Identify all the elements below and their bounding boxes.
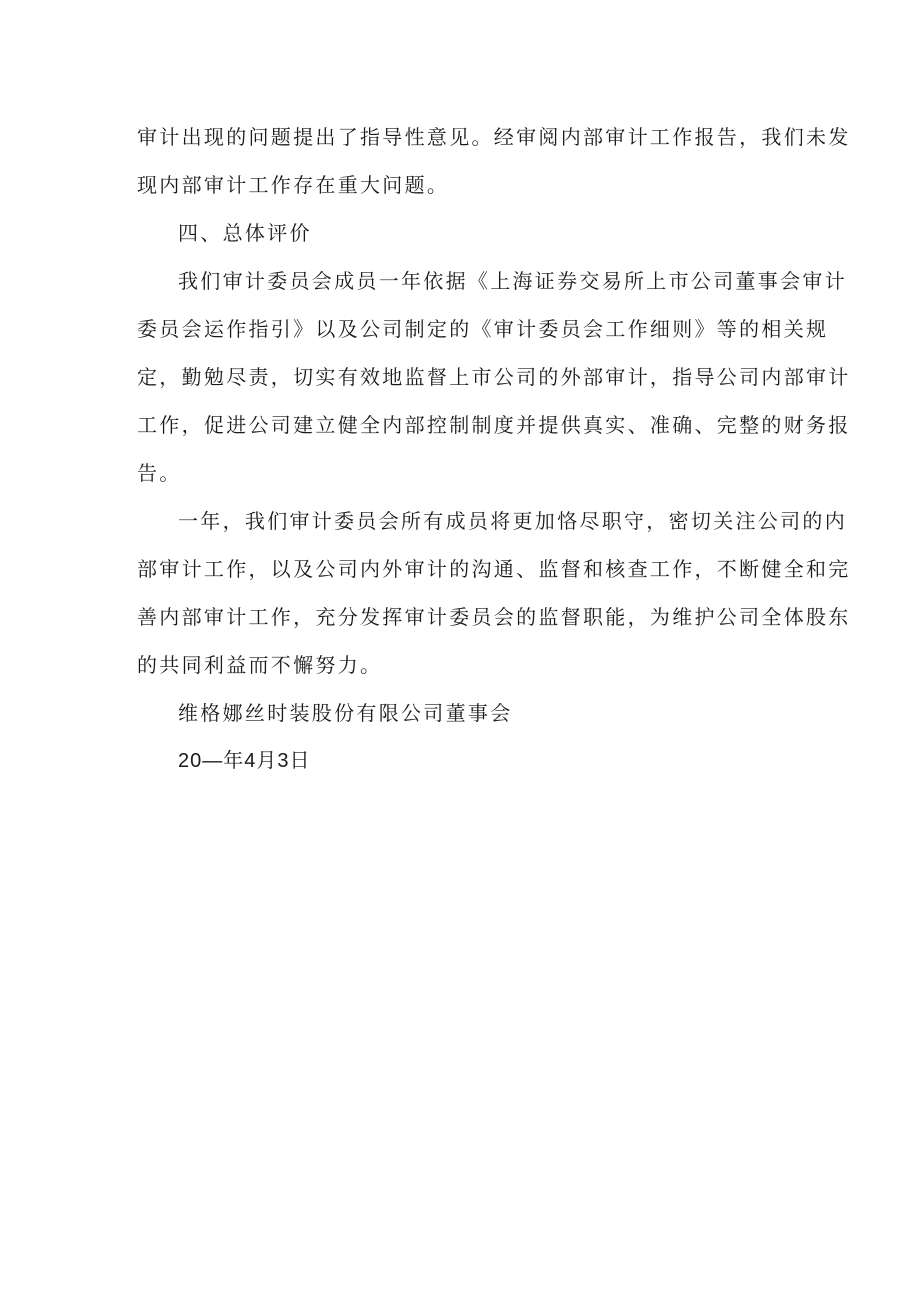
section-heading: 四、总体评价 [178,221,312,245]
paragraph-line: 一年，我们审计委员会所有成员将更加恪尽职守，密切关注公司的内 [178,509,847,533]
paragraph-line: 告。 [137,461,182,485]
paragraph-line: 我们审计委员会成员一年依据《上海证券交易所上市公司董事会审计 [178,269,847,293]
paragraph-line: 善内部审计工作，充分发挥审计委员会的监督职能，为维护公司全体股东 [137,605,851,629]
paragraph-line: 部审计工作，以及公司内外审计的沟通、监督和核查工作，不断健全和完 [137,557,851,581]
paragraph-line: 现内部审计工作存在重大问题。 [137,173,450,197]
document-body [137,113,851,785]
paragraph-line: 定，勤勉尽责，切实有效地监督上市公司的外部审计，指导公司内部审计 [137,365,851,389]
paragraph-line: 委员会运作指引》以及公司制定的《审计委员会工作细则》等的相关规 [137,317,829,341]
signature-date: 20—年4月3日 [178,750,311,772]
paragraph-line: 的共同利益而不懈努力。 [137,653,383,677]
signature: 维格娜丝时装股份有限公司董事会 [178,701,513,725]
paragraph-line: 审计出现的问题提出了指导性意见。经审阅内部审计工作报告，我们未发 [137,125,851,149]
paragraph-line: 工作，促进公司建立健全内部控制制度并提供真实、准确、完整的财务报 [137,413,851,437]
